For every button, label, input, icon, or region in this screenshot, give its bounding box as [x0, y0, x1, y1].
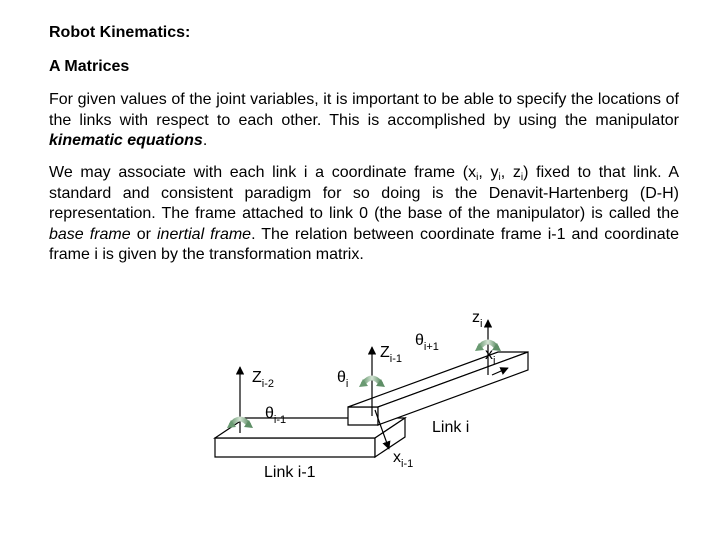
slide-title: Robot Kinematics: [49, 24, 191, 41]
link-i-bar [348, 352, 528, 425]
inertial-frame-term: inertial frame [156, 225, 252, 243]
dh-sub-z: i [520, 172, 524, 183]
dh-text-1: We may associate with each link i a coordinate frame (x [49, 164, 477, 181]
dh-sub-x: i [476, 172, 479, 183]
intro-period: . [202, 132, 208, 149]
dh-text-3: , z [500, 164, 521, 181]
dh-sub-y: i [498, 172, 501, 183]
section-heading: A Matrices [49, 58, 130, 75]
kinematic-equations-term: kinematic equations [49, 132, 203, 149]
link-i-1-label: Link i-1 [264, 464, 316, 481]
base-frame-term: base frame [49, 225, 131, 243]
z-i-2-label: $Z_{i-2}$ [252, 369, 275, 390]
theta-i-label: $\theta_i$ [337, 369, 349, 390]
theta-i-1-label: $\theta_{i-1}$ [265, 405, 287, 426]
intro-text: For given values of the joint variables, it is important to be able to specify the locations of the links with respect to each other. This is accomplished by using the manipulator [49, 91, 679, 129]
z-i-1-label: $Z_{i-1}$ [380, 344, 403, 365]
dh-text-5: or [130, 225, 157, 243]
theta-i+1-label: $\theta_{i+1}$ [415, 332, 439, 353]
link-i-label: Link i [432, 419, 470, 436]
z-i-label: $z_i$ [472, 309, 483, 330]
dh-text-2: , y [478, 164, 499, 181]
dh-text-6: . The relation between coordinate frame i-1 and coordinate frame i is given by the transformation matrix. [49, 225, 679, 263]
x-i-label: $x_i$ [485, 346, 496, 367]
dh-text-4: ) fixed to that link. A standard and consistent paradigm for so doing is the Denavit-Hartenberg (D-H) representation. The frame attached to link 0 (the base of the manipulator) is called the [49, 164, 680, 222]
x-i-1-label: $x_{i-1}$ [393, 449, 414, 470]
